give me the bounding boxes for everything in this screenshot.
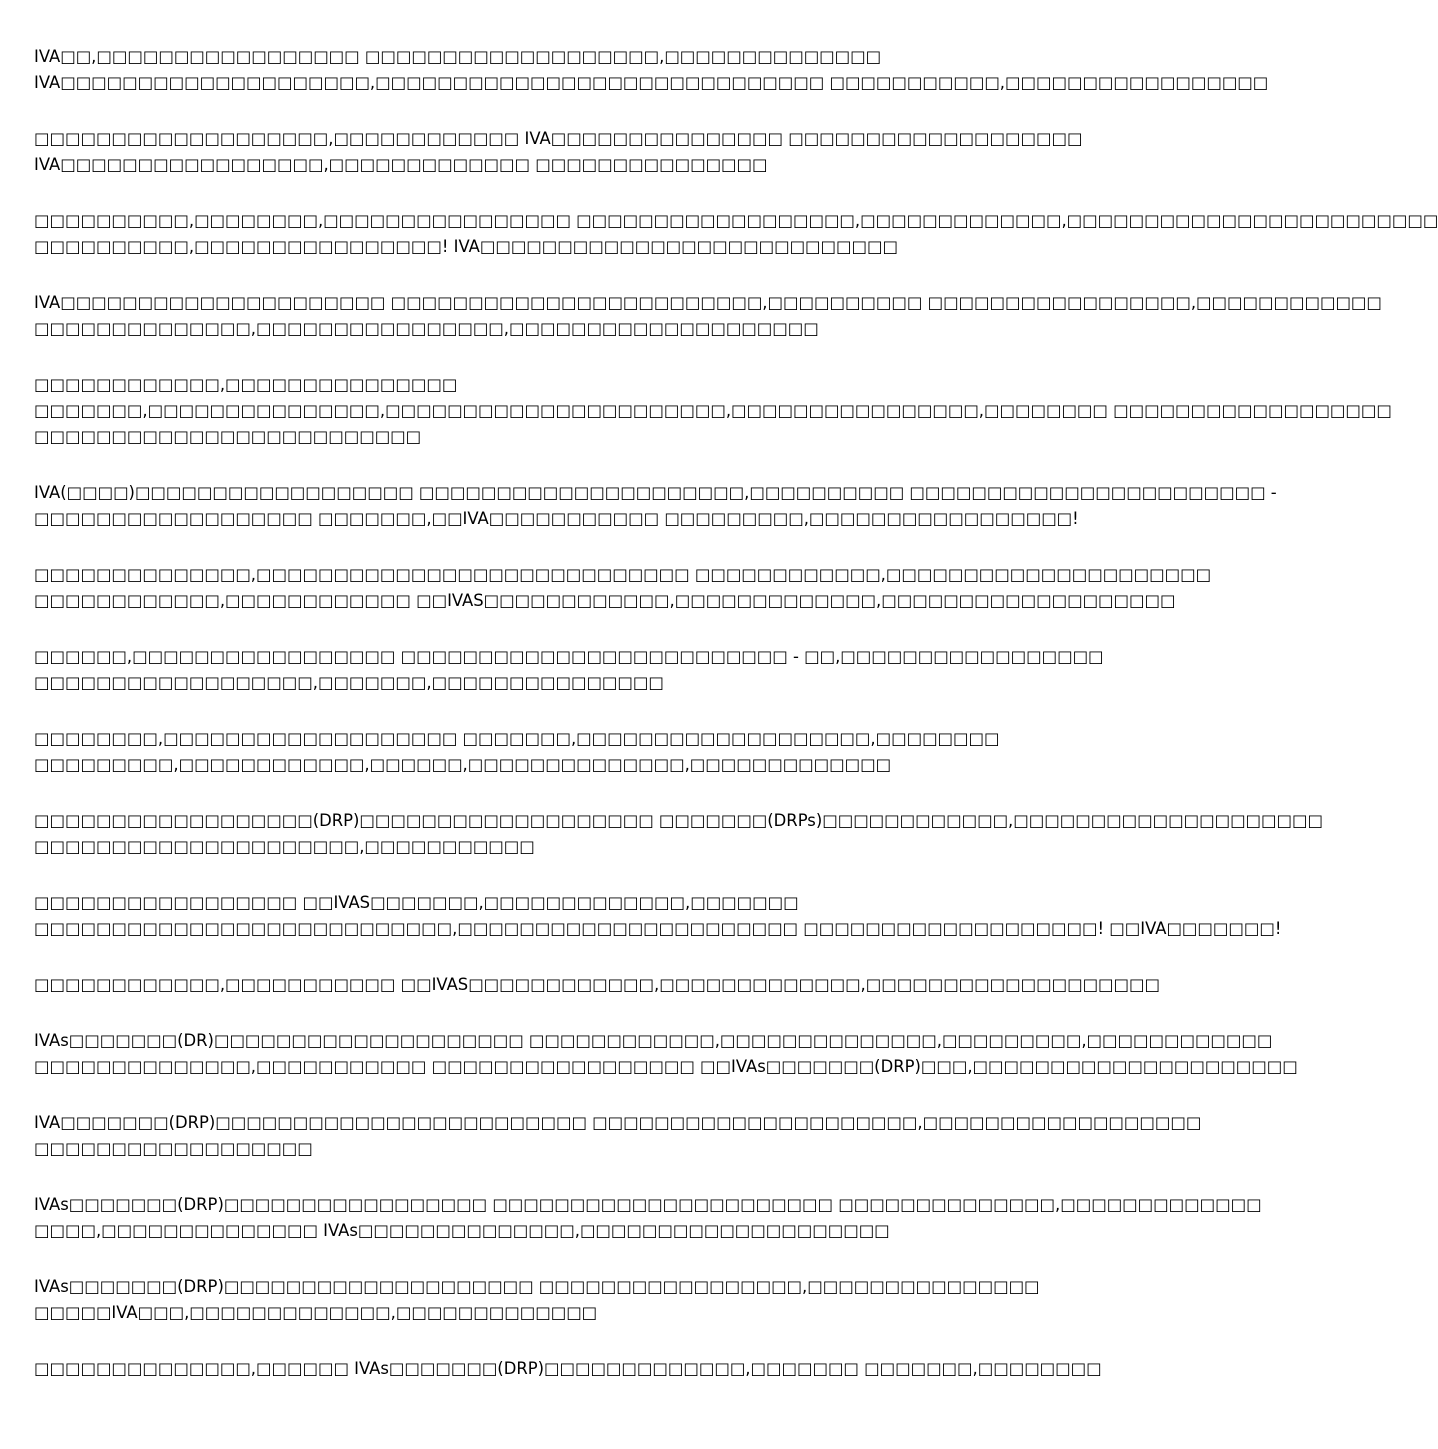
text-line: IVAs□□□□□□□(DRP)□□□□□□□□□□□□□□□□□□□□ □□□□□□□□□□□□□□□□□,□□□□□□□□□□□□□□□	[34, 1277, 1040, 1296]
text-line: IVA□□□□□□□□□□□□□□□□□□□□□ □□□□□□□□□□□□□□□□□□□□□□□□,□□□□□□□□□□ □□□□□□□□□□□□□□□□□,□□□□□□□□□□□□	[34, 293, 1382, 312]
text-line: □□□□□□□□□□□□□□,□□□□□□□□□□□□□□□□□□□□□□□□□□□□ □□□□□□□□□□□□,□□□□□□□□□□□□□□□□□□□□□	[34, 565, 1212, 584]
paragraph	[34, 208, 1438, 260]
text-line: □□□□□□□□,□□□□□□□□□□□□□□□□□□□ □□□□□□□,□□□□□□□□□□□□□□□□□□□,□□□□□□□□	[34, 729, 1000, 748]
text-line: □□□□□□□□□□,□□□□□□□□,□□□□□□□□□□□□□□□□ □□□□□□□□□□□□□□□□□□,□□□□□□□□□□□□□,□□□□□□□□□□□□□□□□□□□□□□□□	[34, 211, 1438, 230]
text-line: □□□□□□,□□□□□□□□□□□□□□□□□ □□□□□□□□□□□□□□□□□□□□□□□□□ - □□,□□□□□□□□□□□□□□□□□	[34, 647, 1104, 666]
text-line: IVAs□□□□□□□(DR)□□□□□□□□□□□□□□□□□□□□ □□□□□□□□□□□□,□□□□□□□□□□□□□□,□□□□□□□□□,□□□□□□□□□□□□	[34, 1031, 1273, 1050]
paragraph	[34, 1274, 1040, 1326]
paragraph	[34, 126, 1083, 178]
text-line: □□□□□□□□□□□□□□□□□□□,□□□□□□□□□□□□ IVA□□□□□□□□□□□□□□□ □□□□□□□□□□□□□□□□□□□	[34, 129, 1083, 148]
text-line: IVA□□,□□□□□□□□□□□□□□□□□ □□□□□□□□□□□□□□□□□□□,□□□□□□□□□□□□□□	[34, 47, 882, 66]
text-line: IVA□□□□□□□□□□□□□□□□□□□□,□□□□□□□□□□□□□□□□□□□□□□□□□□□□□ □□□□□□□□□□□,□□□□□□□□□□□□□□□□□	[34, 73, 1269, 92]
paragraph	[34, 972, 1161, 998]
paragraph	[34, 1356, 1102, 1382]
paragraph	[34, 44, 1269, 96]
text-line: □□□□□□□,□□□□□□□□□□□□□□□,□□□□□□□□□□□□□□□□□□□□□□,□□□□□□□□□□□□□□□□,□□□□□□□□ □□□□□□□□□□□□□□□□□□	[34, 401, 1392, 420]
paragraph	[34, 1110, 1202, 1162]
paragraph	[34, 562, 1212, 614]
paragraph	[34, 290, 1382, 342]
text-line: □□□□□□□□□,□□□□□□□□□□□□,□□□□□□,□□□□□□□□□□□□□□,□□□□□□□□□□□□□	[34, 755, 892, 774]
text-line: □□□□□□□□□□,□□□□□□□□□□□□□□□□! IVA□□□□□□□□□□□□□□□□□□□□□□□□□□□	[34, 237, 898, 256]
text-line: □□□□□□□□□□□□□□□□□□□□□,□□□□□□□□□□□	[34, 837, 535, 856]
text-line: □□□□□□□□□□□□□□□□□□(DRP)□□□□□□□□□□□□□□□□□□□ □□□□□□□(DRPs)□□□□□□□□□□□□,□□□□□□□□□□□□□□□□□□□□	[34, 811, 1323, 830]
text-line: □□□□□□□□□□□□□□,□□□□□□□□□□□□□□□□,□□□□□□□□□□□□□□□□□□□□	[34, 319, 819, 338]
text-line: □□□□□□□□□□□□□□,□□□□□□ IVAs□□□□□□□(DRP)□□□□□□□□□□□□□,□□□□□□□ □□□□□□□,□□□□□□□□	[34, 1359, 1102, 1378]
text-line: IVA□□□□□□□□□□□□□□□□□,□□□□□□□□□□□□□ □□□□□□□□□□□□□□□	[34, 155, 768, 174]
paragraph	[34, 644, 1104, 696]
text-line: □□□□□□□□□□□□□□□□□□□□□□□□□□□,□□□□□□□□□□□□□□□□□□□□□□ □□□□□□□□□□□□□□□□□□□! □□IVA□□□□□□□!	[34, 919, 1282, 938]
text-line: □□□□□□□□□□□□□□□□□□,□□□□□□□,□□□□□□□□□□□□□□□	[34, 673, 664, 692]
paragraph	[34, 808, 1323, 860]
text-line: IVA□□□□□□□(DRP)□□□□□□□□□□□□□□□□□□□□□□□□ □□□□□□□□□□□□□□□□□□□□□,□□□□□□□□□□□□□□□□□□	[34, 1113, 1202, 1132]
text-line: □□□□□□□□□□□□,□□□□□□□□□□□□□□□	[34, 375, 458, 394]
text-line: □□□□□□□□□□□□□□□□□ □□IVAS□□□□□□□,□□□□□□□□□□□□□,□□□□□□□	[34, 893, 799, 912]
paragraph	[34, 480, 1277, 532]
paragraph	[34, 372, 1392, 450]
document-body	[34, 44, 1438, 1412]
text-line: □□□□□□□□□□□□□□□□□□□□□□□□□	[34, 427, 422, 446]
text-line: □□□□□□□□□□□□□□□□□□	[34, 1139, 313, 1158]
text-line: □□□□□IVA□□□,□□□□□□□□□□□□□,□□□□□□□□□□□□□	[34, 1303, 598, 1322]
text-line: □□□□□□□□□□□□,□□□□□□□□□□□ □□IVAS□□□□□□□□□□□□,□□□□□□□□□□□□□,□□□□□□□□□□□□□□□□□□□	[34, 975, 1161, 994]
paragraph	[34, 1192, 1262, 1244]
text-line: IVAs□□□□□□□(DRP)□□□□□□□□□□□□□□□□□ □□□□□□□□□□□□□□□□□□□□□□ □□□□□□□□□□□□□□,□□□□□□□□□□□□□	[34, 1195, 1262, 1214]
text-line: □□□□□□□□□□□□□□□□□□ □□□□□□□,□□IVA□□□□□□□□□□□ □□□□□□□□□,□□□□□□□□□□□□□□□□□!	[34, 509, 1079, 528]
paragraph	[34, 1028, 1298, 1080]
paragraph	[34, 890, 1282, 942]
paragraph	[34, 726, 1000, 778]
text-line: □□□□□□□□□□□□□□,□□□□□□□□□□□ □□□□□□□□□□□□□□□□□ □□IVAs□□□□□□□(DRP)□□□,□□□□□□□□□□□□□□□□□□□□□	[34, 1057, 1298, 1076]
text-line: IVA(□□□□)□□□□□□□□□□□□□□□□□□ □□□□□□□□□□□□□□□□□□□□□,□□□□□□□□□□ □□□□□□□□□□□□□□□□□□□□□□□ -	[34, 483, 1277, 502]
text-line: □□□□□□□□□□□□,□□□□□□□□□□□□ □□IVAS□□□□□□□□□□□□,□□□□□□□□□□□□□,□□□□□□□□□□□□□□□□□□□	[34, 591, 1176, 610]
text-line: □□□□,□□□□□□□□□□□□□□ IVAs□□□□□□□□□□□□□□,□□□□□□□□□□□□□□□□□□□□	[34, 1221, 890, 1240]
